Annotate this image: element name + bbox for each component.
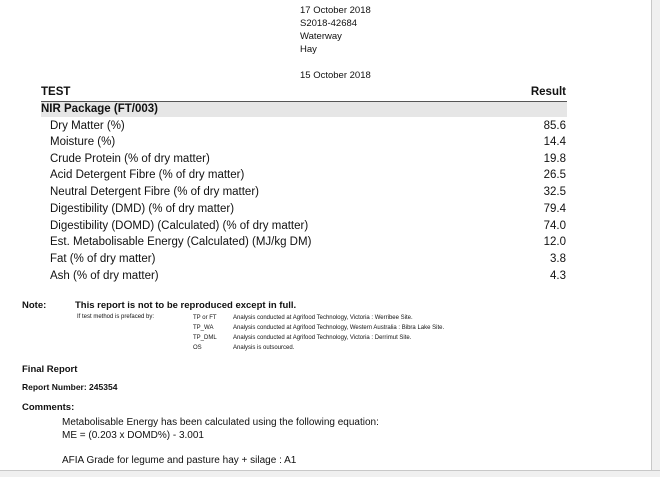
result-row <box>0 184 660 200</box>
test-name: Moisture (%) <box>50 136 116 148</box>
sample-type-value: Hay <box>300 44 317 55</box>
result-row <box>0 234 660 250</box>
test-name: Ash (% of dry matter) <box>50 270 159 282</box>
test-name: Fat (% of dry matter) <box>50 253 156 265</box>
result-row <box>0 134 660 150</box>
test-name: Digestibility (DOMD) (Calculated) (% of dry matter) <box>50 220 309 232</box>
result-row <box>0 167 660 183</box>
result-row <box>0 218 660 234</box>
test-result: 26.5 <box>543 169 566 181</box>
result-row <box>0 118 660 134</box>
date-received-value: 17 October 2018 <box>300 5 371 16</box>
comment-line: Metabolisable Energy has been calculated using the following equation: <box>62 417 379 428</box>
result-column-header: Result <box>530 86 566 98</box>
test-result: 12.0 <box>543 236 566 248</box>
test-name: Est. Metabolisable Energy (Calculated) (MJ/kg DM) <box>50 236 312 248</box>
method-code: TP_WA <box>193 325 214 331</box>
test-name: Dry Matter (%) <box>50 120 125 132</box>
test-name: Neutral Detergent Fibre (% of dry matter) <box>50 186 259 198</box>
comment-line: AFIA Grade for legume and pasture hay + silage : A1 <box>62 455 297 466</box>
note-label: Note: <box>22 300 47 311</box>
method-code: TP or FT <box>193 315 217 321</box>
test-name: Digestibility (DMD) (% of dry matter) <box>50 203 235 215</box>
result-row <box>0 251 660 267</box>
comment-line: ME = (0.203 x DOMD%) - 3.001 <box>62 430 204 441</box>
test-result: 3.8 <box>550 253 566 265</box>
test-result: 85.6 <box>543 120 566 132</box>
test-column-header: TEST <box>41 86 71 98</box>
comments-label: Comments: <box>22 402 75 413</box>
result-row <box>0 151 660 167</box>
result-row <box>0 268 660 284</box>
test-name: Acid Detergent Fibre (% of dry matter) <box>50 169 245 181</box>
test-result: 14.4 <box>543 136 566 148</box>
method-description: Analysis conducted at Agrifood Technology, Victoria : Derrimut Site. <box>233 335 412 341</box>
sample-number-value: S2018-42684 <box>300 18 358 29</box>
date-collected-value: 15 October 2018 <box>300 70 371 81</box>
your-reference-value: Waterway <box>300 31 342 42</box>
report-number: Report Number: 245354 <box>22 382 118 392</box>
method-code: OS <box>193 345 202 351</box>
note-text: This report is not to be reproduced except in full. <box>75 300 297 311</box>
test-result: 4.3 <box>550 270 566 282</box>
test-result: 74.0 <box>543 220 566 232</box>
method-description: Analysis conducted at Agrifood Technology, Victoria : Werribee Site. <box>233 315 413 321</box>
test-result: 19.8 <box>543 153 566 165</box>
final-report-heading: Final Report <box>22 364 78 375</box>
method-description: Analysis is outsourced. <box>233 345 295 351</box>
result-row <box>0 201 660 217</box>
method-code: TP_DML <box>193 335 217 341</box>
method-description: Analysis conducted at Agrifood Technology, Western Australia : Bibra Lake Site. <box>233 325 445 331</box>
test-name: Crude Protein (% of dry matter) <box>50 153 210 165</box>
test-result: 79.4 <box>543 203 566 215</box>
test-result: 32.5 <box>543 186 566 198</box>
prefaced-by-text: If test method is prefaced by: <box>77 314 155 320</box>
package-title: NIR Package (FT/003) <box>41 103 158 115</box>
